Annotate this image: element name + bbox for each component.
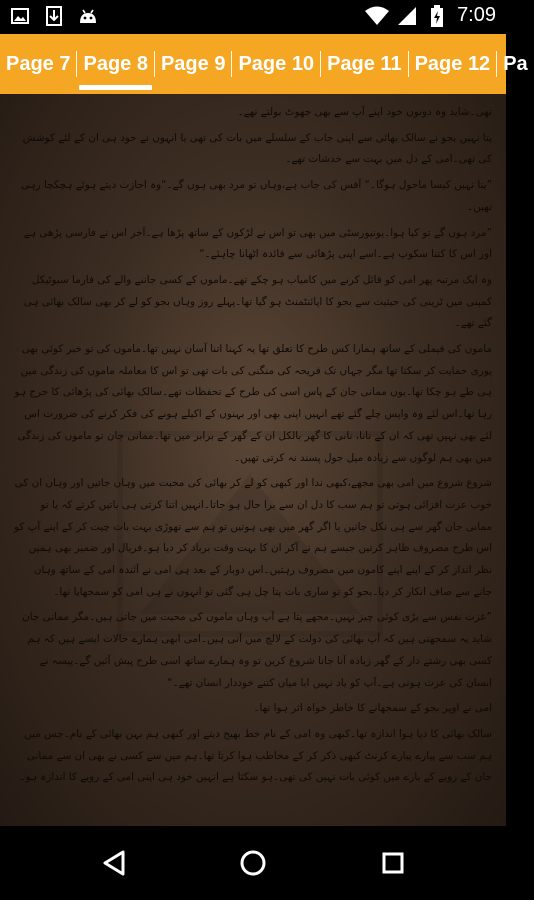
wifi-icon: [367, 6, 387, 26]
paragraph: ”عزت نفس سے بڑی کوئی چیز نہیں۔مجھے پتا ہے آپ وہاں ماموں کی محبت میں جاتی ہیں۔مگر ممانی جان شاید یہ سمجھتی ہیں کہ آپ بھائی کی دولت کے لالچ میں آتی ہیں۔امی ابھی ہمارے حالات ایسے ہیں کہ ہم کسی بھی رشتے دار کے گھر زیادہ آنا جانا شروع کریں تو وہ ہمارے ساتھ اسی طرح پیش آئیں گے۔پیسہ نے انسان کی عزت ہوتی ہے۔آپ کو یاد نہیں ابا میاں کتنے خوددار انسان تھے۔“: [22, 611, 492, 689]
status-time: 7:09: [457, 4, 496, 26]
image-notification-icon: [10, 6, 30, 26]
paragraph: ”مرد ہوں گے تو کیا ہوا۔یونیورسٹی میں بھی تو اس نے لڑکوں کے ساتھ پڑھا ہے۔آخر اس نے فارسی پڑھی ہے اور اس کا کتنا سکوپ ہے۔اسے اپنی پڑھائی سے فائدہ اٹھانا چاہئے۔“: [23, 226, 492, 261]
tab-page-10[interactable]: Page 10: [238, 52, 315, 75]
paragraph: تھی۔شاید وہ دونوں خود اپنے آپ سے بھی جھوٹ بولتے تھے۔: [237, 106, 492, 118]
tab-page-12[interactable]: Page 12: [414, 52, 491, 75]
tab-page-7[interactable]: Page 7: [6, 52, 71, 75]
paragraph: ماموں کی فیملی کے ساتھ ہمارا کس طرح کا تعلق تھا یہ کہنا اتنا آسان نہیں تھا۔ماموں کی تو خیر کوئی بھی پوری حمایت کر سکتا تھا مگر جہاں تک فریحہ کی منگنی کی بات تھی تو اس کا معاملہ ماموں کی زندگی میں ہی طے ہو چکا تھا۔یوں ممانی جان کے پاس اسی کی طرح کے تحفظات تھے۔سالک بھائی کی پڑھائی کا حرج ہو رہا تھا۔اس لئے وہ واپس چلے گئے تھے انہیں اپنی بھی اور بہنوں کے اکیلے ہونے کی فکر کرنے کی ضرورت اس لئے بھی نہیں تھی کہ ان کے نانا، نانی کا گھر بالکل ان کے گھر کے برابر میں تھا۔ممانی جان تو ماموں کی زندگی میں بھی ہم لوگوں سے زیادہ میل جول پسند نہ کرتی تھیں۔: [14, 343, 492, 464]
paragraph: امی نے اوپر بجو کے سمجھانے کا خاطر خواہ اثر ہوا تھا۔: [253, 702, 492, 715]
active-tab-indicator: [79, 85, 151, 90]
book-page[interactable]: [0, 94, 506, 826]
navigation-bar: [0, 826, 506, 900]
back-button[interactable]: [94, 843, 134, 883]
paragraph: شروع شروع میں امی بھی مجھے،کبھی ندا اور کبھی کو لے کر بھائی کی محبت میں وہاں جاتیں اور وہاں ان کی خوب عزت افزائی ہوتی تو ہم سب کا دل ان سے برا حال ہو جاتا۔انہیں اتنا کرتی ہی باتیں کرتے کہ یا تو ممانی جان گھر سے ہی نکل جاتیں یا اگر گھر میں بھی ہوتیں تو ہم سے تھوڑی بہت بات چیت کر کے اپنے آپ کو اس طرح مصروف ظاہر کرتیں جیسے ہم نے آکر ان کا بہت وقت برباد کر دیا ہو۔فریال اور ضمیر بھی ہمیں نظر انداز کر کے اپنے اپنے کاموں میں مصروف رہتیں۔اس دوبار کے بعد ہی امی نے آئندہ امی کے ساتھ وہاں جانے سے صاف انکار کر دیا۔بجو کو تو ساری بات پتا چل ہی گئی تو انہوں نے ہی امی کو سمجھایا تھا۔: [14, 477, 492, 598]
recents-button[interactable]: [373, 843, 413, 883]
battery-charging-icon: [427, 6, 447, 26]
tab-page-9[interactable]: Page 9: [160, 52, 226, 75]
download-notification-icon: [44, 6, 64, 26]
page-tabs: [0, 34, 534, 94]
status-bar: [0, 0, 506, 34]
home-circle-icon: [239, 849, 267, 877]
android-notification-icon: [78, 6, 98, 26]
paragraph: سالک بھائی کا دیا ہوا اندازہ تھا۔کبھی وہ امی کے نام خط بھیج دیتے اور کبھی ہم بہن بھائی کے نام۔جس میں ہم سب سے پیارے پیارے کرنٹ کبھی ذکر کر کے مخاطب ہوا کرتا تھا۔ہم میں سے کسی نے بھی ان سے ممانی جان کے رویے کے بارے میں کوئی بات نہیں کی تھی۔ہو سکتا ہے انہیں خود ہی اپنی امی کے رویے کا اندازہ ہو۔: [19, 727, 492, 784]
paragraph: پتا نہیں بجو نے سالک بھائی سے اپنی جاب کے سلسلے میں بات کی تھی یا انہوں نے خود ہی ان کے لئے کوشش کی تھی۔امی کے دل میں بہت سے خدشات تھے۔: [22, 131, 492, 166]
page-text: [14, 102, 492, 793]
recents-square-icon: [381, 851, 405, 875]
signal-icon: [397, 6, 417, 26]
tab-page-11[interactable]: Page 11: [327, 52, 402, 75]
tab-page-8[interactable]: Page 8: [77, 34, 153, 94]
paragraph: ”پتا نہیں کیسا ماحول ہوگا۔“ آفس کی جاب ہے،وہاں تو مرد بھی ہوں گے۔“وہ اجازت دیتے ہوئے ہچکچا رہی تھیں۔: [20, 179, 492, 213]
paragraph: وہ ایک مرتبہ پھر امی کو قائل کرنے میں کامیاب ہو چکے تھے۔ماموں کے کسی جاننے والے کی فارما سیوٹیکل کمپنی میں ٹرینی کی حیثیت سے بجو کا اپائنٹمنٹ ہو گیا تھا۔پہلے روز وہاں بجو کو لے کر بھی سالک بھائی ہی گئے تھے۔: [23, 273, 492, 330]
back-triangle-icon: [101, 849, 127, 877]
page-tab-bar[interactable]: [0, 34, 528, 94]
home-button[interactable]: [233, 843, 273, 883]
tab-page-13-partial[interactable]: Pa: [503, 52, 528, 75]
